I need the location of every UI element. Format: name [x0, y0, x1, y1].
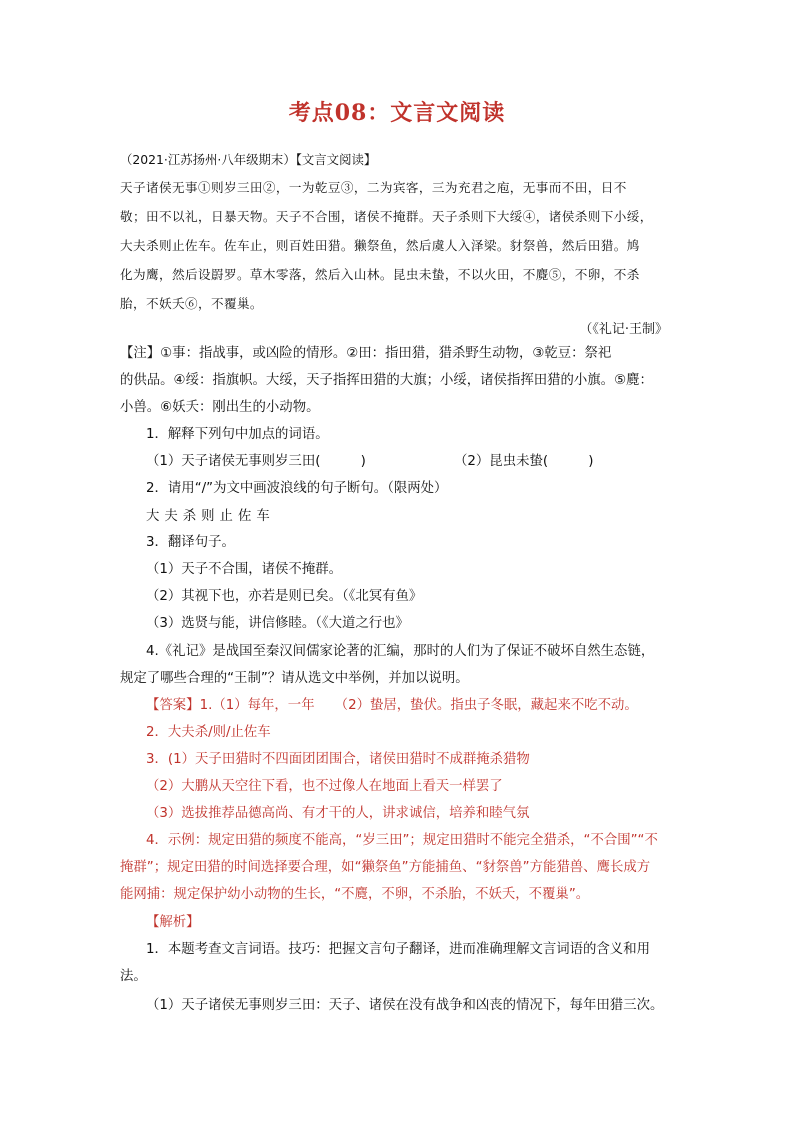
answer-label: 【答案】: [146, 698, 200, 713]
question-1b: （2）昆虫未蛰( ): [454, 454, 594, 469]
analysis-line: 1．本题考查文言词语。技巧：把握文言句子翻译，进而准确理解文言词语的含义和用: [146, 942, 650, 957]
answer-2: 2．大夫杀/则/止佐车: [146, 725, 271, 740]
question-1: 1．解释下列句中加点的词语。: [146, 427, 329, 442]
page-title: 考点08：文言文阅读: [288, 100, 506, 126]
question-4-cont: 规定了哪些合理的“王制”？请从选文中举例，并加以说明。: [120, 671, 469, 686]
answer-1-text: 1.（1）每年，一年 （2）蛰居，蛰伏。指虫子冬眠，藏起来不吃不动。: [199, 698, 638, 713]
original-text-line: 化为鹰，然后设罻罗。草木零落，然后入山林。昆虫未蛰，不以火田，不麑⑤，不卵，不杀: [120, 267, 640, 282]
question-3a: （1）天子不合围，诸侯不掩群。: [146, 562, 342, 577]
analysis-label: 【解析】: [146, 915, 200, 930]
original-text-line: 天子诸侯无事①则岁三田②，一为乾豆③，二为宾客，三为充君之庖，无事而不田，日不: [120, 180, 627, 195]
original-text-line: 胎，不妖夭⑥，不覆巢。: [120, 296, 263, 311]
question-1a: （1）天子诸侯无事则岁三田( ): [146, 454, 366, 469]
answer-3b: （2）大鹏从天空往下看，也不过像人在地面上看天一样罢了: [146, 779, 503, 794]
question-2-sentence: 大夫杀则止佐车: [146, 509, 275, 524]
question-source: （2021·江苏扬州·八年级期末）【文言文阅读】: [120, 152, 377, 167]
answer-4a: 4．示例：规定田猎的频度不能高，“岁三田”；规定田猎时不能完全猎杀，“不合围”“不: [146, 833, 658, 848]
answer-3c: （3）选拔推荐品德高尚、有才干的人，讲求诚信，培养和睦气氛: [146, 806, 530, 821]
answer-4c: 能网捕：规定保护幼小动物的生长，“不麑，不卵，不杀胎，不妖夭，不覆巢”。: [120, 887, 590, 902]
notes-line: 【注】①事：指战事，或凶险的情形。②田：指田猎，猎杀野生动物，③乾豆：祭祀: [120, 346, 612, 361]
question-3b: （2）其视下也，亦若是则已矣。（《北冥有鱼》: [146, 589, 423, 604]
original-text-line: 大夫杀则止佐车。佐车止，则百姓田猎。獭祭鱼，然后虞人入泽梁。豺祭兽，然后田猎。鸠: [120, 238, 640, 253]
answer-3a: 3．(1）天子田猎时不四面团团围合，诸侯田猎时不成群掩杀猎物: [146, 752, 530, 767]
question-2: 2．请用“/”为文中画波浪线的句子断句。（限两处）: [146, 481, 448, 496]
attribution: （《礼记·王制》: [579, 322, 668, 337]
notes-line: 小兽。⑥妖夭：刚出生的小动物。: [120, 400, 320, 415]
analysis-line: （1）天子诸侯无事则岁三田：天子、诸侯在没有战争和凶丧的情况下，每年田猎三次。: [146, 998, 664, 1013]
answer-1: [146, 696, 638, 716]
question-3: 3．翻译句子。: [146, 535, 235, 550]
answer-4b: 掩群”；规定田猎的时间选择要合理，如“獭祭鱼”方能捕鱼、“豺祭兽”方能猎兽、鹰长成方: [120, 860, 651, 875]
analysis-line: 法。: [120, 969, 147, 984]
question-4: 4.《礼记》是战国至秦汉间儒家论著的汇编，那时的人们为了保证不破坏自然生态链，: [146, 644, 655, 659]
notes-line: 的供品。④绥：指旗帜。大绥，天子指挥田猎的大旗；小绥，诸侯指挥田猎的小旗。⑤麑：: [120, 373, 653, 388]
question-3c: （3）选贤与能，讲信修睦。（《大道之行也》: [146, 616, 409, 631]
original-text-line: 敬；田不以礼，日暴天物。天子不合围，诸侯不掩群。天子杀则下大绥④，诸侯杀则下小绥，: [120, 209, 653, 224]
